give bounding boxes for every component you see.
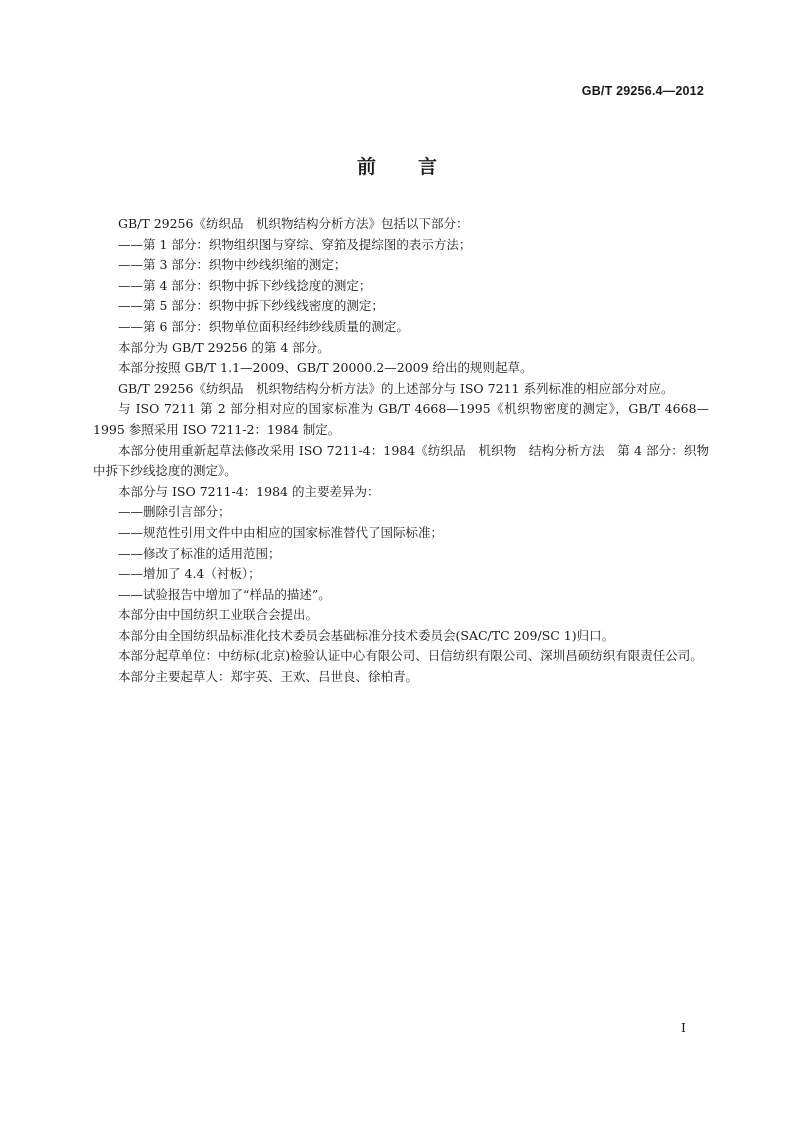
paragraph: 与 ISO 7211 第 2 部分相对应的国家标准为 GB/T 4668—1995《机织物密度的测定》，GB/T 4668—1995 参照采用 ISO 7211-2：1984 制定。 bbox=[93, 401, 709, 437]
list-item: ——规范性引用文件中由相应的国家标准替代了国际标准； bbox=[118, 524, 444, 540]
page-title bbox=[0, 152, 794, 179]
paragraph: 本部分主要起草人：郑宇英、王欢、吕世良、徐柏青。 bbox=[118, 669, 419, 685]
list-item: ——第 4 部分：织物中拆下纱线捻度的测定； bbox=[118, 277, 372, 293]
paragraph: 本部分由中国纺织工业联合会提出。 bbox=[118, 607, 319, 623]
paragraph: 本部分为 GB/T 29256 的第 4 部分。 bbox=[118, 339, 330, 355]
standard-code: GB/T 29256.4—2012 bbox=[581, 84, 704, 98]
foreword-body bbox=[93, 214, 709, 688]
paragraph: 本部分使用重新起草法修改采用 ISO 7211-4：1984《纺织品 机织物 结构分析方法 第 4 部分：织物中拆下纱线捻度的测定》。 bbox=[93, 442, 709, 479]
list-item: ——第 1 部分：织物组织图与穿综、穿筘及提综图的表示方法； bbox=[118, 236, 472, 252]
list-item: ——增加了 4.4（衬板）； bbox=[118, 566, 261, 582]
paragraph: GB/T 29256《纺织品 机织物结构分析方法》包括以下部分： bbox=[118, 216, 469, 231]
list-item: ——删除引言部分； bbox=[118, 504, 231, 520]
page-number: I bbox=[681, 1020, 686, 1035]
paragraph: 本部分由全国纺织品标准化技术委员会基础标准分技术委员会(SAC/TC 209/SC 1)归口。 bbox=[118, 627, 615, 643]
title-char-1: 前 bbox=[356, 156, 376, 178]
paragraph: 本部分与 ISO 7211-4：1984 的主要差异为： bbox=[118, 483, 380, 499]
paragraph: GB/T 29256《纺织品 机织物结构分析方法》的上述部分与 ISO 7211 系列标准的相应部分对应。 bbox=[118, 380, 674, 396]
list-item: ——第 5 部分：织物中拆下纱线线密度的测定； bbox=[118, 298, 384, 314]
paragraph: 本部分起草单位：中纺标(北京)检验认证中心有限公司、日信纺织有限公司、深圳昌硕纺织有限责任公司。 bbox=[118, 648, 703, 664]
list-item: ——第 3 部分：织物中纱线织缩的测定； bbox=[118, 257, 347, 273]
paragraph: 本部分按照 GB/T 1.1—2009、GB/T 20000.2—2009 给出的规则起草。 bbox=[118, 360, 533, 376]
list-item: ——修改了标准的适用范围； bbox=[118, 545, 281, 561]
list-item: ——第 6 部分：织物单位面积经纬纱线质量的测定。 bbox=[118, 318, 409, 334]
title-char-2: 言 bbox=[418, 156, 438, 178]
list-item: ——试验报告中增加了“样品的描述”。 bbox=[118, 586, 331, 602]
